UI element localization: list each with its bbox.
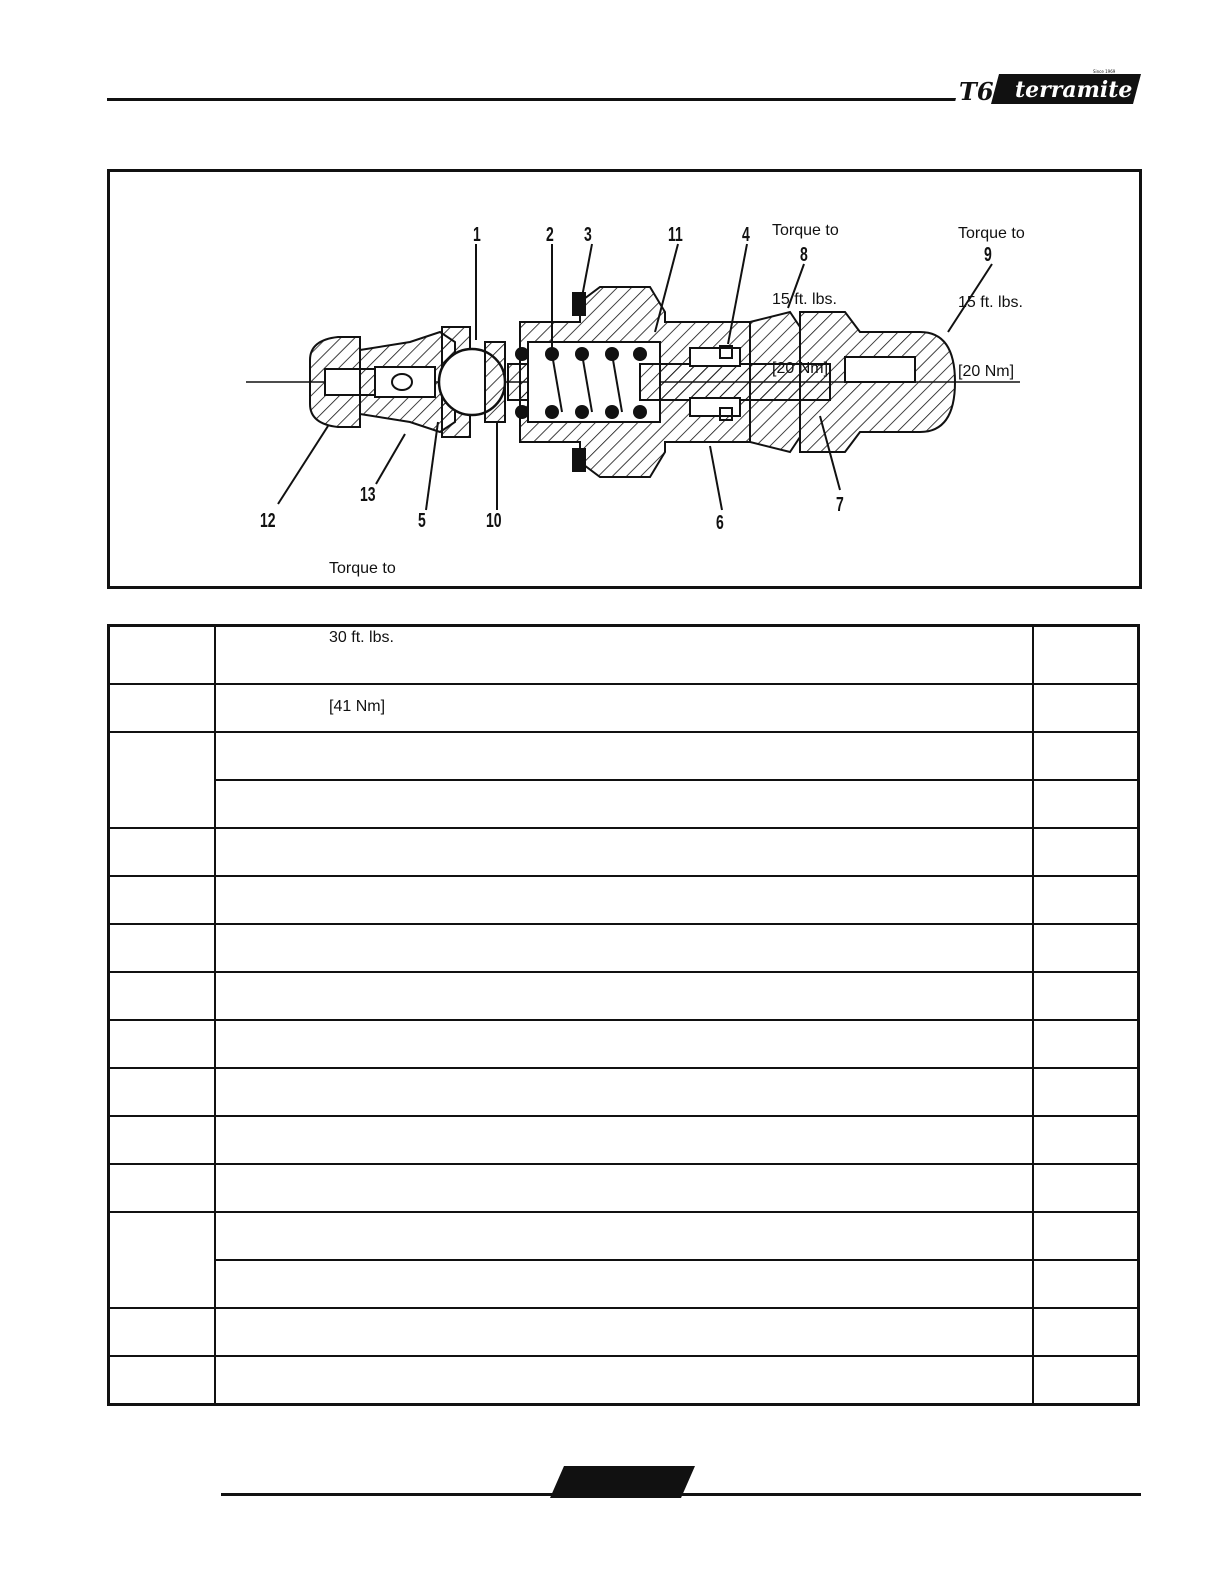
torque-callout-8-line-2: 15 ft. lbs. <box>772 291 837 308</box>
table-row <box>109 1068 1139 1116</box>
terramite-logo-icon <box>955 64 1145 114</box>
table-cell <box>215 684 1033 732</box>
table-cell <box>109 732 216 828</box>
valve-cross-section-figure <box>107 169 1142 715</box>
torque-callout-13-line-3: [41 Nm] <box>329 698 386 715</box>
torque-callout-9-line-3: [20 Nm] <box>958 363 1015 380</box>
part-number-9: 9 <box>984 244 992 266</box>
table-cell <box>1033 1212 1139 1260</box>
part-number-1: 1 <box>473 224 481 246</box>
table-cell <box>215 1164 1033 1212</box>
table-cell <box>215 1212 1033 1260</box>
torque-callout-13-line-1: Torque to <box>329 560 396 577</box>
table-row <box>109 1308 1139 1356</box>
table-cell <box>1033 732 1139 780</box>
brand-name: terramite <box>1015 77 1133 103</box>
header-rule <box>107 98 959 101</box>
table-row <box>109 1260 1139 1308</box>
table-cell <box>109 1308 216 1356</box>
table-header-cell-description <box>215 626 1033 685</box>
table-cell <box>215 1068 1033 1116</box>
table-row <box>109 1212 1139 1260</box>
table-cell <box>109 1164 216 1212</box>
part-number-4: 4 <box>742 224 750 246</box>
torque-callout-9-line-2: 15 ft. lbs. <box>958 294 1023 311</box>
table-cell <box>109 1068 216 1116</box>
table-cell <box>109 1116 216 1164</box>
table-row <box>109 1356 1139 1405</box>
part-number-6: 6 <box>716 512 724 534</box>
table-row <box>109 684 1139 732</box>
part-number-7: 7 <box>836 494 844 516</box>
table-row <box>109 924 1139 972</box>
table-cell <box>109 876 216 924</box>
table-cell <box>1033 972 1139 1020</box>
table-row <box>109 1020 1139 1068</box>
table-row <box>109 1164 1139 1212</box>
table-cell <box>215 780 1033 828</box>
table-row <box>109 780 1139 828</box>
table-header-row <box>109 626 1139 685</box>
table-cell <box>1033 1260 1139 1308</box>
table-cell <box>215 1116 1033 1164</box>
table-cell <box>215 924 1033 972</box>
table-row <box>109 732 1139 780</box>
table-cell <box>109 972 216 1020</box>
torque-callout-8-line-1: Torque to <box>772 222 839 239</box>
brand-mark: T6 <box>959 77 994 106</box>
table-cell <box>215 732 1033 780</box>
part-number-2: 2 <box>546 224 554 246</box>
torque-callout-13-line-2: 30 ft. lbs. <box>329 629 394 646</box>
table-cell <box>109 828 216 876</box>
part-number-8: 8 <box>800 244 808 266</box>
table-cell <box>1033 1020 1139 1068</box>
table-row <box>109 1116 1139 1164</box>
table-cell <box>109 1356 216 1405</box>
table-header-cell-qty <box>1033 626 1139 685</box>
table-cell <box>215 1308 1033 1356</box>
table-cell <box>215 876 1033 924</box>
part-number-12: 12 <box>260 510 276 532</box>
table-cell <box>1033 684 1139 732</box>
table-cell <box>215 972 1033 1020</box>
table-cell <box>215 1260 1033 1308</box>
torque-callout-8-line-3: [20 Nm] <box>772 360 829 377</box>
table-cell <box>1033 780 1139 828</box>
table-cell <box>215 1020 1033 1068</box>
part-number-13: 13 <box>360 484 376 506</box>
table-cell <box>1033 1164 1139 1212</box>
table-cell <box>1033 828 1139 876</box>
part-number-5: 5 <box>418 510 426 532</box>
part-number-11: 11 <box>668 224 683 246</box>
part-number-10: 10 <box>486 510 502 532</box>
table-cell <box>215 1356 1033 1405</box>
part-number-3: 3 <box>584 224 592 246</box>
brand-since: Since 1969 <box>1093 69 1116 74</box>
table-cell <box>109 1212 216 1308</box>
table-row <box>109 876 1139 924</box>
table-cell <box>1033 924 1139 972</box>
torque-callout-9-line-1: Torque to <box>958 225 1025 242</box>
table-cell <box>215 828 1033 876</box>
table-cell <box>109 684 216 732</box>
table-cell <box>109 924 216 972</box>
table-cell <box>1033 1116 1139 1164</box>
table-cell <box>1033 1356 1139 1405</box>
table-row <box>109 972 1139 1020</box>
table-cell <box>1033 1308 1139 1356</box>
table-row <box>109 828 1139 876</box>
table-cell <box>1033 876 1139 924</box>
table-header-cell-item <box>109 626 216 685</box>
parts-table <box>107 624 1140 1406</box>
table-cell <box>1033 1068 1139 1116</box>
table-cell <box>109 1020 216 1068</box>
page-number-tab-icon <box>550 1466 695 1498</box>
